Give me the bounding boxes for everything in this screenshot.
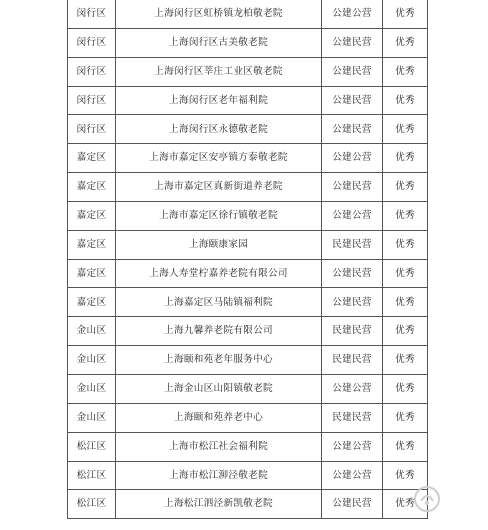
operation-type-cell: 公建民营: [322, 57, 383, 86]
rating-cell: 优秀: [383, 317, 428, 346]
district-cell: 松江区: [68, 490, 116, 519]
nursing-home-rating-table: [67, 0, 428, 519]
institution-name-cell: 上海颐康家园: [116, 230, 322, 259]
rating-cell: 优秀: [383, 0, 428, 28]
table-row: [68, 86, 428, 115]
watermark-logo-icon: [412, 484, 442, 514]
operation-type-cell: 公建公营: [322, 0, 383, 28]
rating-cell: 优秀: [383, 144, 428, 173]
table-row: [68, 288, 428, 317]
rating-cell: 优秀: [383, 346, 428, 375]
rating-cell: 优秀: [383, 490, 428, 519]
table-row: [68, 0, 428, 28]
institution-name-cell: 上海九馨养老院有限公司: [116, 317, 322, 346]
rating-cell: 优秀: [383, 57, 428, 86]
district-cell: 金山区: [68, 346, 116, 375]
operation-type-cell: 公建民营: [322, 86, 383, 115]
district-cell: 闵行区: [68, 115, 116, 144]
institution-name-cell: 上海市嘉定区真新街道养老院: [116, 173, 322, 202]
operation-type-cell: 民建民营: [322, 403, 383, 432]
rating-cell: 优秀: [383, 374, 428, 403]
operation-type-cell: 公建民营: [322, 173, 383, 202]
operation-type-cell: 公建民营: [322, 28, 383, 57]
institution-name-cell: 上海市嘉定区徐行镇敬老院: [116, 201, 322, 230]
district-cell: 闵行区: [68, 0, 116, 28]
institution-name-cell: 上海市松江社会福利院: [116, 432, 322, 461]
rating-cell: 优秀: [383, 28, 428, 57]
institution-name-cell: 上海颐和苑老年服务中心: [116, 346, 322, 375]
table-row: [68, 317, 428, 346]
table-row: [68, 57, 428, 86]
district-cell: 闵行区: [68, 86, 116, 115]
rating-cell: 优秀: [383, 288, 428, 317]
operation-type-cell: 公建民营: [322, 115, 383, 144]
district-cell: 嘉定区: [68, 259, 116, 288]
institution-name-cell: 上海闵行区永德敬老院: [116, 115, 322, 144]
operation-type-cell: 公建公营: [322, 461, 383, 490]
operation-type-cell: 公建公营: [322, 201, 383, 230]
rating-cell: 优秀: [383, 259, 428, 288]
district-cell: 嘉定区: [68, 201, 116, 230]
table-row: [68, 403, 428, 432]
institution-name-cell: 上海市嘉定区安亭镇方泰敬老院: [116, 144, 322, 173]
district-cell: 嘉定区: [68, 288, 116, 317]
rating-cell: 优秀: [383, 230, 428, 259]
district-cell: 松江区: [68, 432, 116, 461]
table-row: [68, 490, 428, 519]
operation-type-cell: 公建民营: [322, 259, 383, 288]
document-page: [67, 0, 427, 519]
table-row: [68, 115, 428, 144]
district-cell: 金山区: [68, 374, 116, 403]
table-row: [68, 173, 428, 202]
operation-type-cell: 公建公营: [322, 144, 383, 173]
operation-type-cell: 公建公营: [322, 432, 383, 461]
table-body: [68, 0, 428, 519]
table-row: [68, 346, 428, 375]
rating-cell: 优秀: [383, 115, 428, 144]
institution-name-cell: 上海松江泗泾新凯敬老院: [116, 490, 322, 519]
rating-cell: 优秀: [383, 173, 428, 202]
institution-name-cell: 上海闵行区虹桥镇龙柏敬老院: [116, 0, 322, 28]
institution-name-cell: 上海闵行区古美敬老院: [116, 28, 322, 57]
table-row: [68, 259, 428, 288]
operation-type-cell: 民建民营: [322, 346, 383, 375]
operation-type-cell: 民建民营: [322, 230, 383, 259]
district-cell: 闵行区: [68, 28, 116, 57]
table-row: [68, 432, 428, 461]
table-row: [68, 144, 428, 173]
district-cell: 嘉定区: [68, 173, 116, 202]
institution-name-cell: 上海闵行区莘庄工业区敬老院: [116, 57, 322, 86]
rating-cell: 优秀: [383, 86, 428, 115]
table-row: [68, 28, 428, 57]
institution-name-cell: 上海嘉定区马陆镇福利院: [116, 288, 322, 317]
district-cell: 金山区: [68, 403, 116, 432]
table-row: [68, 461, 428, 490]
district-cell: 松江区: [68, 461, 116, 490]
rating-cell: 优秀: [383, 432, 428, 461]
operation-type-cell: 公建公营: [322, 374, 383, 403]
district-cell: 闵行区: [68, 57, 116, 86]
institution-name-cell: 上海金山区山阳镇敬老院: [116, 374, 322, 403]
institution-name-cell: 上海颐和苑养老中心: [116, 403, 322, 432]
operation-type-cell: 公建民营: [322, 288, 383, 317]
table-row: [68, 374, 428, 403]
institution-name-cell: 上海市松江泖泾敬老院: [116, 461, 322, 490]
table-row: [68, 201, 428, 230]
rating-cell: 优秀: [383, 461, 428, 490]
institution-name-cell: 上海闵行区老年福利院: [116, 86, 322, 115]
operation-type-cell: 民建民营: [322, 317, 383, 346]
table-row: [68, 230, 428, 259]
institution-name-cell: 上海人寿堂柠嘉养老院有限公司: [116, 259, 322, 288]
district-cell: 金山区: [68, 317, 116, 346]
operation-type-cell: 公建民营: [322, 490, 383, 519]
rating-cell: 优秀: [383, 403, 428, 432]
district-cell: 嘉定区: [68, 144, 116, 173]
rating-cell: 优秀: [383, 201, 428, 230]
district-cell: 嘉定区: [68, 230, 116, 259]
